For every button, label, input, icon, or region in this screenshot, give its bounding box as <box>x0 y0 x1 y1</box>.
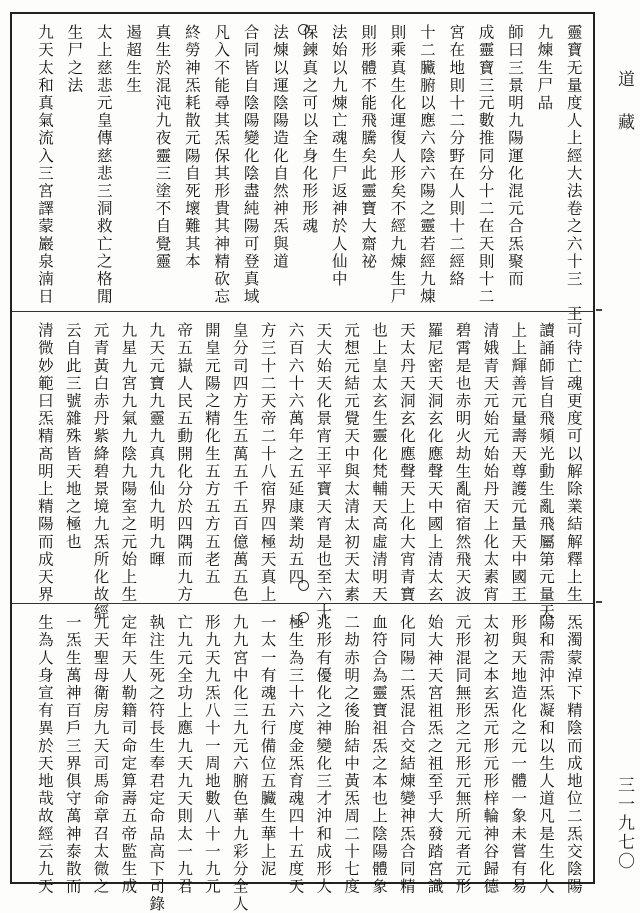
text-column: 讀誦師旨自飛頻光動生亂飛屬第元量天 <box>537 322 556 622</box>
text-column: 亡九元全功上應九天九天則太一九君 <box>175 614 194 896</box>
text-column: 法煉以運陰陽造化自然神炁與道 <box>271 24 289 271</box>
text-column: 形九天九炁八十一周地數八十一九元 <box>202 614 221 896</box>
text-panel-bottom <box>12 603 593 913</box>
text-column: 上上輝善元量壽天尊護元量天中國王 <box>509 322 528 604</box>
text-column: 保鍊真之可以全身化形形魂 <box>300 24 319 236</box>
text-column: 可待亡魂更度可以解除業結解釋上生 <box>564 322 583 604</box>
text-column: 元形混同無形之元形元無所元者元形 <box>453 614 472 896</box>
text-column: 皇分司四方生五萬五千五百億萬五色 <box>230 322 249 604</box>
text-column: 九天聖母衛房九天司馬命章召太微之 <box>91 614 110 896</box>
text-column: 陽和需沖炁凝和以生人道凡是生化人 <box>537 614 556 896</box>
page-frame <box>10 12 595 913</box>
text-column: 成靈寶三元數推同分十二在天則十二 <box>476 24 495 306</box>
text-column: 羅尼密天洞玄化應聲天中國上清太玄 <box>425 322 444 604</box>
text-column: 方三十二天帝二十八宿界四極天真上 <box>258 322 277 604</box>
column-group <box>24 24 583 324</box>
text-column: 太初之本玄炁元形元形梓輪神谷歸德 <box>481 614 500 896</box>
text-column: 十二臟腑以應六陰六陽之靈若經九煉 <box>417 24 436 306</box>
column-group <box>24 322 583 622</box>
text-column: 終勞神炁耗散元陽自死壞難其本 <box>182 24 201 271</box>
text-column: 云自此三號雜殊皆天地之極也 <box>63 322 82 551</box>
fold-mark <box>596 309 602 311</box>
text-column: 血符合為靈寶祖炁之本也上陰陽體象 <box>369 614 388 896</box>
collection-title: 道藏 <box>614 70 634 156</box>
text-column: 生為人身宣有異於天地哉故經云九天 <box>35 614 54 896</box>
text-column: 定年天人勒籍司命定算壽五帝監生成 <box>119 614 138 896</box>
column-group <box>24 614 583 913</box>
text-column: 凡入不能尋其炁保其形貴其神精砍忘 <box>212 24 231 306</box>
text-column: 天太丹天洞玄化應聲天上化大宵青寶 <box>397 322 416 604</box>
text-column: 二劫赤明之後胎結中黃炁周二十七度 <box>342 614 361 896</box>
text-column: 兆形有優化之神變化三才沖和成形大 <box>314 614 333 896</box>
text-column: 清微妙範曰炁精髙明上精陽而成天界 <box>35 322 54 604</box>
text-column: 合同皆自陰陽變化陰盡純陽可登真域 <box>241 24 260 306</box>
text-column: 形與天地造化之元一體一象未嘗有易 <box>509 614 528 896</box>
text-column: 六百六十六萬年之五延康業劫五四 <box>286 322 305 586</box>
text-column: 化同陽二炁混合交結煉變神炁合同精 <box>397 614 416 896</box>
text-column: 九煉生尸品 <box>535 24 554 112</box>
text-column: 真生於混沌九夜靈三塗不自覺靈 <box>153 24 172 271</box>
text-column: 宮在地則十二分野在人則十二經絡 <box>447 24 466 288</box>
text-column: 則乘真生化運復人形矣不經九煉生尸 <box>388 24 407 306</box>
text-column: 九天太和真氣流入三宮譯蒙巖泉湳日 <box>36 24 54 306</box>
text-column: 生尸之法 <box>65 24 84 95</box>
text-column: 也上皇太玄生靈化梵輔天高虛清明天 <box>369 322 388 604</box>
text-column: 九天元寶九靈九真九仙九明九暉 <box>147 322 166 569</box>
text-column: 則形體不能飛騰矣此靈寶大齋祕 <box>359 24 378 271</box>
text-column: 靈寶无量度人上經大法卷之六十三 王 <box>564 24 583 324</box>
text-column: 九九宮中化三九元六腑色華九彩分全人 <box>230 614 249 913</box>
text-column: 極生為三十六度金炁育魂四十五度天 <box>286 614 305 896</box>
text-panel-top <box>12 14 593 324</box>
text-column: 開皇元陽之精化生五方五方五老五 <box>202 322 221 586</box>
text-column: 元青黃白赤丹紫絳碧景境九炁所化故經 <box>91 322 110 622</box>
fold-mark <box>596 601 602 603</box>
text-column: 清娥青天元始元始始丹天上化太素宵 <box>481 322 500 604</box>
text-column: 炁濁蒙淖下精陰而成地位二炁交陰陽 <box>564 614 583 896</box>
text-column: 九星九宮九氣九陰九陽室之元始上生 <box>119 322 138 604</box>
text-column: 元想元結元覺天中與太清太初天太素 <box>342 322 361 604</box>
text-column: 遏超生生 <box>124 24 143 95</box>
text-column: 始大神天宮祖炁之祖至乎大發踏宮識 <box>425 614 444 896</box>
page-number: 三一九七〇 <box>614 776 634 871</box>
text-column: 執注生死之符長生奉君定命品高下司錄 <box>147 614 166 913</box>
text-panel-middle <box>12 311 593 622</box>
text-column: 碧霄是也赤明火劫生亂宿宿然飛天波 <box>453 322 472 604</box>
text-column: 天大始天化景宵王平寶天宵是也至六十 <box>314 322 333 622</box>
text-column: 一炁生萬神百戶三界俱守萬神泰散而 <box>63 614 82 896</box>
text-column: 師曰三景明九陽運化混元合炁聚而 <box>506 24 524 288</box>
text-column: 帝五嶽人民五動開化分於四隅而九方 <box>175 322 194 604</box>
text-column: 太上慈悲元皇傳慈悲三洞救亡之格閒 <box>94 24 113 306</box>
text-column: 一太一有魂五行備位五臟生華上泥 <box>258 614 277 878</box>
text-column: 法始以九煉亡魂生尸返神於人仙中 <box>329 24 348 288</box>
